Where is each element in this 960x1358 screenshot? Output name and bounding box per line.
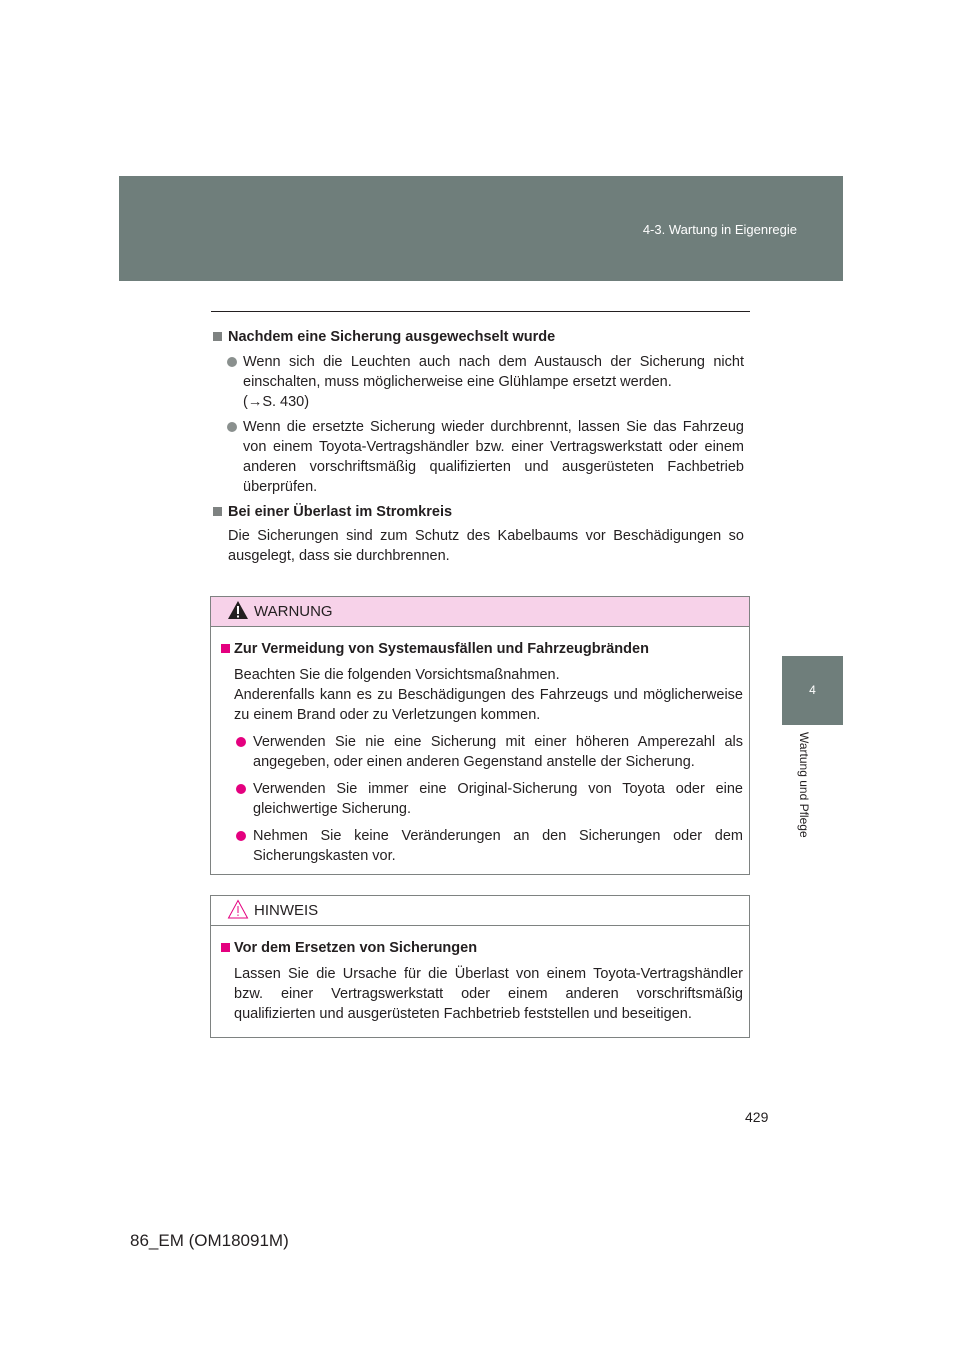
warning-header: [211, 597, 749, 627]
list-item: Verwenden Sie immer eine Original-Sicherung von Toyota oder eine gleichwertige Sicherung.: [221, 779, 743, 819]
page-number: 429: [745, 1109, 769, 1125]
notice-header: [211, 896, 749, 926]
page-reference: (→S. 430): [243, 394, 310, 410]
top-rule: [211, 311, 750, 312]
notice-box: [210, 895, 750, 1038]
warning-body: [211, 627, 749, 874]
notice-heading: Vor dem Ersetzen von Sicherungen: [221, 938, 743, 958]
caution-triangle-icon: [227, 899, 249, 919]
square-bullet-icon: [221, 644, 230, 653]
round-bullet-icon: [227, 357, 237, 367]
header-band: [119, 176, 843, 281]
square-bullet-icon: [213, 332, 222, 341]
round-bullet-icon: [236, 831, 246, 841]
section-heading: Nachdem eine Sicherung ausgewechselt wurde: [213, 327, 744, 347]
warning-heading: Zur Vermeidung von Systemausfällen und Fahrzeugbränden: [221, 639, 743, 659]
square-bullet-icon: [213, 507, 222, 516]
list-item: Nehmen Sie keine Veränderungen an den Sicherungen oder dem Sicherungskasten vor.: [221, 826, 743, 866]
section-title: 4-3. Wartung in Eigenregie: [642, 222, 797, 237]
document-code: 86_EM (OM18091M): [130, 1231, 289, 1250]
square-bullet-icon: [221, 943, 230, 952]
section-heading: Bei einer Überlast im Stromkreis: [213, 502, 744, 522]
list-item: Wenn die ersetzte Sicherung wieder durchbrennt, lassen Sie das Fahrzeug von einem Toyota-Vertragshändler bzw. einer Vertragswerkstatt oder einem anderen vorschriftsmäßig qualifizierten und ausgerüsteten Fachbetrieb überprüfen.: [213, 417, 744, 497]
round-bullet-icon: [236, 784, 246, 794]
round-bullet-icon: [227, 422, 237, 432]
warning-box: [210, 596, 750, 875]
warning-title: WARNUNG: [254, 603, 333, 620]
list-item: Verwenden Sie nie eine Sicherung mit einer höheren Amperezahl als angegeben, oder einen anderen Gegenstand anstelle der Sicherung.: [221, 732, 743, 772]
list-item: Wenn sich die Leuchten auch nach dem Austausch der Sicherung nicht einschalten, muss möglicherweise eine Glühlampe ersetzt werden. (→S. 430): [213, 352, 744, 412]
main-content: [213, 327, 744, 566]
paragraph: Die Sicherungen sind zum Schutz des Kabelbaums vor Beschädigungen so ausgelegt, dass sie durchbrennen.: [228, 528, 744, 564]
chapter-label: Wartung und Pflege: [797, 732, 811, 838]
warning-triangle-icon: [227, 600, 249, 620]
notice-body: [211, 926, 749, 1032]
notice-title: HINWEIS: [254, 902, 319, 919]
chapter-tab: 4: [782, 656, 843, 725]
paragraph: Beachten Sie die folgenden Vorsichtsmaßnahmen. Anderenfalls kann es zu Beschädigungen des Fahrzeugs und möglicherweise zu einem Brand oder zu Verletzungen kommen.: [234, 667, 743, 723]
paragraph: Lassen Sie die Ursache für die Überlast von einem Toyota-Vertragshändler bzw. einer Vertragswerkstatt oder einem anderen vorschriftsmäßig qualifizierten und ausgerüsteten Fachbetrieb feststellen und beseitigen.: [234, 966, 743, 1022]
round-bullet-icon: [236, 737, 246, 747]
